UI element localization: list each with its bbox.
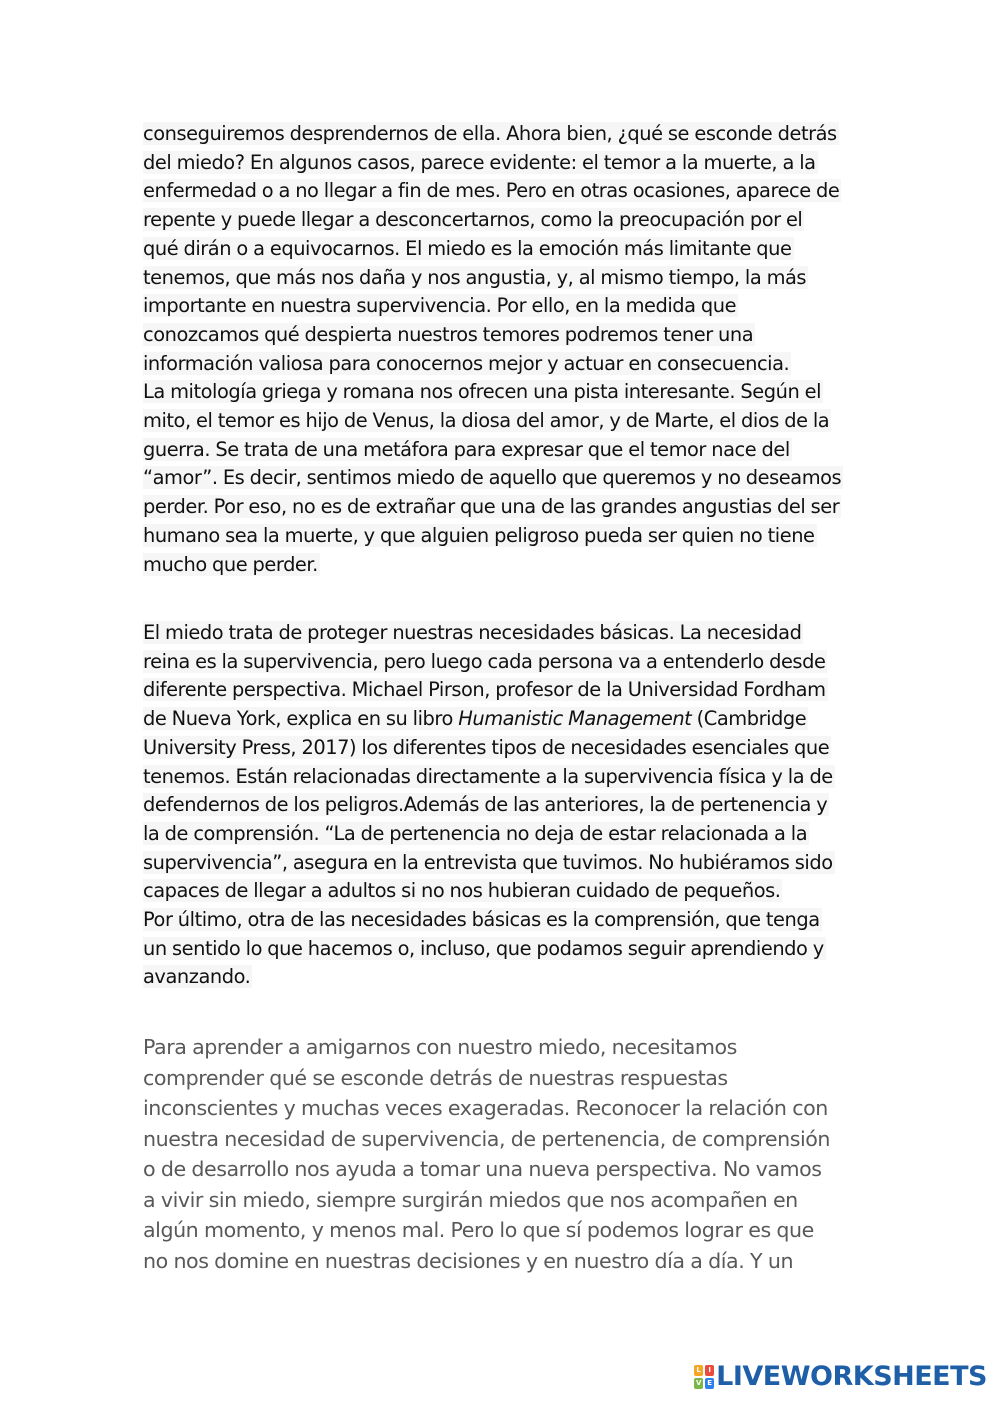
text-line: conseguiremos desprendernos de ella. Ahora bien, ¿qué se esconde detrás [143, 122, 837, 145]
text-line [143, 705, 859, 734]
logo-letter: V [695, 1379, 702, 1387]
text-line: comprender qué se esconde detrás de nuestras respuestas [143, 1065, 728, 1090]
text-line: humano sea la muerte, y que alguien peligroso pueda ser quien no tiene [143, 523, 815, 547]
logo-letter: L [694, 1365, 703, 1376]
paragraph-1 [143, 120, 859, 579]
text-line: repente y puede llegar a desconcertarnos, como la preocupación por el [143, 208, 803, 232]
text-line: del miedo? En algunos casos, parece evidente: el temor a la muerte, a la [143, 150, 816, 174]
logo-letter: E [705, 1378, 714, 1389]
text-line: tenemos, que más nos daña y nos angustia, y, al mismo tiempo, la más [143, 265, 807, 289]
text-line: supervivencia”, asegura en la entrevista que tuvimos. No hubiéramos sido [143, 850, 833, 874]
text-line: capaces de llegar a adultos si no nos hubieran cuidado de pequeños. [143, 879, 781, 903]
text-line: La mitología griega y romana nos ofrecen una pista interesante. Según el [143, 380, 822, 404]
text-line: El miedo trata de proteger nuestras necesidades básicas. La necesidad [143, 621, 802, 644]
text-line: información valiosa para conocernos mejor y actuar en consecuencia. [143, 351, 790, 375]
text-line: avanzando. [143, 965, 251, 989]
text-line: enfermedad o a no llegar a fin de mes. Pero en otras ocasiones, aparece de [143, 179, 840, 203]
text-line: defendernos de los peligros.Además de las anteriores, la de pertenencia y [143, 793, 828, 817]
liveworksheets-icon [694, 1365, 714, 1389]
text-line: Por último, otra de las necesidades básicas es la comprensión, que tenga [143, 908, 820, 932]
text-line: perder. Por eso, no es de extrañar que una de las grandes angustias del ser [143, 495, 840, 519]
paragraph-3 [143, 1032, 859, 1276]
text-line: reina es la supervivencia, pero luego cada persona va a entenderlo desde [143, 649, 826, 673]
text-line: conozcamos qué despierta nuestros temores podremos tener una [143, 322, 754, 346]
text-line: mito, el temor es hijo de Venus, la diosa del amor, y de Marte, el dios de la [143, 409, 830, 433]
text-line: un sentido lo que hacemos o, incluso, que podamos seguir aprendiendo y [143, 936, 824, 960]
text-line: importante en nuestra supervivencia. Por ello, en la medida que [143, 294, 737, 318]
text-line: a vivir sin miedo, siempre surgirán miedos que nos acompañen en [143, 1187, 798, 1212]
logo-letter: I [705, 1365, 714, 1376]
text-line: “amor”. Es decir, sentimos miedo de aquello que queremos y no deseamos [143, 466, 842, 490]
text-line: o de desarrollo nos ayuda a tomar una nueva perspectiva. No vamos [143, 1157, 822, 1181]
brand-wordmark: LIVEWORKSHEETS [716, 1361, 987, 1392]
paragraph-2 [143, 619, 859, 992]
text-line: diferente perspectiva. Michael Pirson, profesor de la Universidad Fordham [143, 678, 826, 702]
liveworksheets-logo [694, 1361, 987, 1392]
text-line: la de comprensión. “La de pertenencia no deja de estar relacionada a la [143, 821, 808, 845]
text-segment: de Nueva York, explica en su libro [143, 707, 459, 731]
text-line: nuestra necesidad de supervivencia, de pertenencia, de comprensión [143, 1126, 830, 1151]
text-line: inconscientes y muchas veces exageradas. Reconocer la relación con [143, 1096, 828, 1120]
text-line: algún momento, y menos mal. Pero lo que sí podemos lograr es que [143, 1218, 814, 1242]
text-line: University Press, 2017) los diferentes tipos de necesidades esenciales que [143, 735, 830, 759]
text-line: tenemos. Están relacionadas directamente a la supervivencia física y la de [143, 764, 833, 788]
text-line: no nos domine en nuestras decisiones y en nuestro día a día. Y un [143, 1248, 794, 1273]
book-title: Humanistic Management [458, 707, 692, 731]
text-line: mucho que perder. [143, 552, 318, 576]
text-line: Para aprender a amigarnos con nuestro miedo, necesitamos [143, 1035, 737, 1059]
text-segment: (Cambridge [691, 707, 807, 731]
text-line: qué dirán o a equivocarnos. El miedo es la emoción más limitante que [143, 236, 792, 260]
text-line: guerra. Se trata de una metáfora para expresar que el temor nace del [143, 437, 790, 461]
